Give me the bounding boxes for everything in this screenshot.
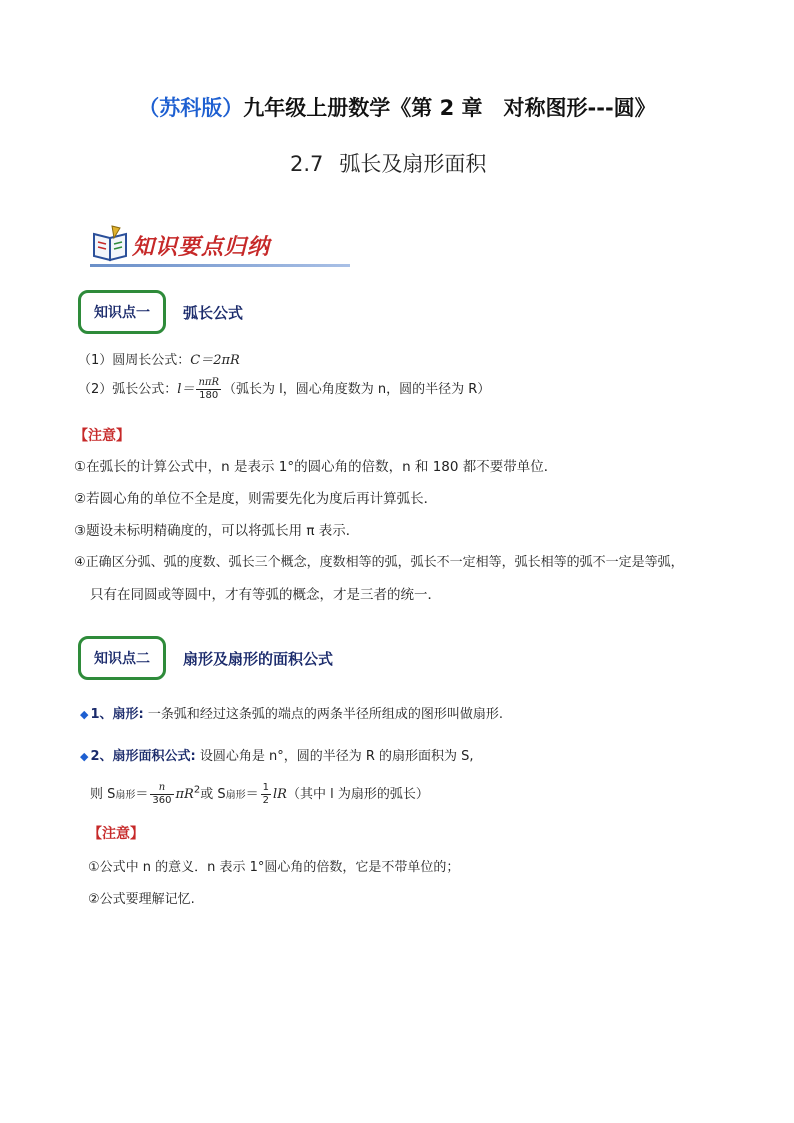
banner-underline xyxy=(90,264,350,267)
sector-area-formula: 则 S扇形＝ $\frac{n}{360}$ $\pi R^2$或 S扇形＝ $\frac{1}{2}$ lR（其中 l 为扇形的弧长） xyxy=(90,782,429,806)
point2-note-head: 【注意】 xyxy=(88,826,144,842)
point2-label-box xyxy=(78,636,166,680)
point1-note-3: ③题设未标明精确度的，可以将弧长用 π 表示． xyxy=(74,523,360,539)
fraction-1-2: $\frac{1}{2}$ xyxy=(262,782,269,806)
point1-note-4: ④正确区分弧、弧的度数、弧长三个概念，度数相等的弧，弧长不一定相等，弧长相等的弧不一定是等弧， xyxy=(74,555,684,570)
section-number: 2.7 xyxy=(290,152,324,176)
point1-label: 知识点一 xyxy=(94,305,150,321)
point1-title: 弧长公式 xyxy=(183,304,244,322)
diamond-bullet-icon: ◆ xyxy=(80,708,89,721)
page-title xyxy=(0,92,794,122)
point2-label: 知识点二 xyxy=(94,651,150,667)
point2-bullet-2: ◆ 2、扇形面积公式: 设圆心角是 n°，圆的半径为 R 的扇形面积为 S, xyxy=(80,749,474,764)
point1-note-1: ①在弧长的计算公式中，n 是表示 1°的圆心角的倍数，n 和 180 都不要带单位． xyxy=(74,459,558,475)
fraction-n-360: $\frac{n}{360}$ xyxy=(152,782,172,806)
diamond-bullet-icon: ◆ xyxy=(80,750,89,763)
arc-fraction: $\frac{\text{nπR}}{180}$ xyxy=(198,377,219,401)
publisher-label: （苏科版） xyxy=(138,96,244,120)
point1-note-4-cont: 只有在同圆或等圆中，才有等弧的概念，才是三者的统一． xyxy=(90,587,441,603)
point2-title: 扇形及扇形的面积公式 xyxy=(183,650,334,668)
section-title: 弧长及扇形面积 xyxy=(339,152,487,176)
section-heading xyxy=(290,148,486,178)
book-pencil-icon xyxy=(90,224,132,264)
point1-note-head: 【注意】 xyxy=(74,428,130,444)
formula-circumference: （1）圆周长公式：C＝2πR xyxy=(78,353,240,368)
point1-label-box xyxy=(78,290,166,334)
title-text: 九年级上册数学《第 2 章 对称图形---圆》 xyxy=(243,96,656,120)
point2-note-2: ②公式要理解记忆. xyxy=(88,892,195,907)
point2-bullet-1: ◆ 1、扇形: 一条弧和经过这条弧的端点的两条半径所组成的图形叫做扇形. xyxy=(80,707,503,722)
knowledge-banner xyxy=(88,222,350,270)
point2-note-1: ①公式中 n 的意义．n 表示 1°圆心角的倍数，它是不带单位的； xyxy=(88,860,460,875)
point1-note-2: ②若圆心角的单位不全是度，则需要先化为度后再计算弧长． xyxy=(74,491,438,507)
formula-arc-length: （2）弧长公式：l＝ $\frac{\text{nπR}}{180}$ （弧长为 l，圆心角度数为 n，圆的半径为 R） xyxy=(78,377,491,401)
banner-text: 知识要点归纳 xyxy=(132,235,271,260)
